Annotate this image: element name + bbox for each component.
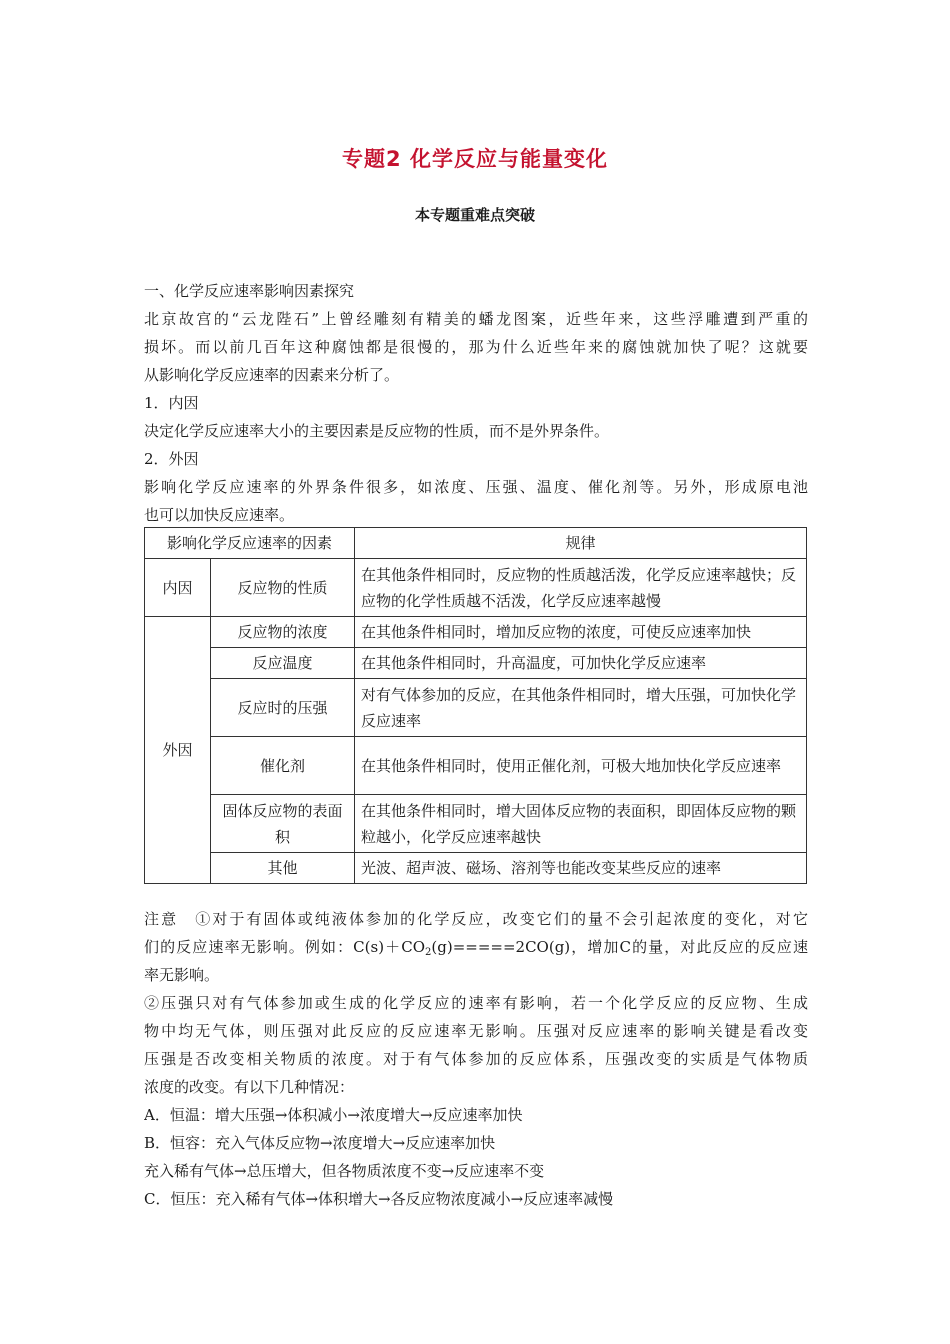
rule-cell: 在其他条件相同时，反应物的性质越活泼，化学反应速率越快；反应物的化学性质越不活泼，化学反应速率越慢 <box>355 559 807 617</box>
table-header-row <box>145 528 807 559</box>
rule-cell: 在其他条件相同时，升高温度，可加快化学反应速率 <box>355 648 807 679</box>
rule-cell: 光波、超声波、磁场、溶剂等也能改变某些反应的速率 <box>355 853 807 884</box>
note-line-2 <box>144 933 808 961</box>
table-row <box>145 795 807 853</box>
page-title: 专题2 化学反应与能量变化 <box>342 147 608 171</box>
note2-line-4: 浓度的改变。有以下几种情况： <box>144 1078 355 1096</box>
table-row <box>145 617 807 648</box>
note2-line-2: 物中均无气体，则压强对此反应的反应速率无影响。压强对反应速率的影响关键是看改变 <box>144 1022 808 1040</box>
table-row <box>145 853 807 884</box>
intro-line-1: 北京故宫的“云龙陛石”上曾经雕刻有精美的蟠龙图案，近些年来，这些浮雕遭到严重的 <box>144 310 808 328</box>
factor-cell: 反应物的浓度 <box>211 617 355 648</box>
header-factor: 影响化学反应速率的因素 <box>145 528 355 559</box>
rule-cell: 在其他条件相同时，使用正催化剂，可极大地加快化学反应速率 <box>355 737 807 795</box>
case-b1: B．恒容：充入气体反应物→浓度增大→反应速率加快 <box>144 1134 496 1152</box>
factor-cell: 反应温度 <box>211 648 355 679</box>
external-heading: 2．外因 <box>144 450 199 468</box>
intro-line-2: 损坏。而以前几百年这种腐蚀都是很慢的，那为什么近些年来的腐蚀就加快了呢？这就要 <box>144 338 808 356</box>
note-line-3: 率无影响。 <box>144 966 220 984</box>
note2-line-1: ②压强只对有气体参加或生成的化学反应的速率有影响，若一个化学反应的反应物、生成 <box>144 994 808 1012</box>
case-b2: 充入稀有气体→总压增大，但各物质浓度不变→反应速率不变 <box>144 1162 545 1180</box>
external-text-2: 也可以加快反应速率。 <box>144 506 295 524</box>
factors-table <box>144 527 807 884</box>
intro-line-3: 从影响化学反应速率的因素来分析了。 <box>144 366 400 384</box>
case-c: C．恒压：充入稀有气体→体积增大→各反应物浓度减小→反应速率减慢 <box>144 1190 614 1208</box>
factor-cell: 催化剂 <box>211 737 355 795</box>
note-line-2-pre: 们的反应速率无影响。例如：C(s)＋CO <box>144 938 426 956</box>
rule-cell: 在其他条件相同时，增加反应物的浓度，可使反应速率加快 <box>355 617 807 648</box>
note-line-2-post: (g)=====2CO(g)，增加C的量，对此反应的反应速 <box>431 938 808 956</box>
note-line-1: 注意 ①对于有固体或纯液体参加的化学反应，改变它们的量不会引起浓度的变化，对它 <box>144 910 808 928</box>
factor-cell: 反应时的压强 <box>211 679 355 737</box>
internal-heading: 1．内因 <box>144 394 199 412</box>
factor-cell: 其他 <box>211 853 355 884</box>
section-heading: 一、化学反应速率影响因素探究 <box>144 282 355 300</box>
rule-cell: 在其他条件相同时，增大固体反应物的表面积，即固体反应物的颗粒越小，化学反应速率越快 <box>355 795 807 853</box>
group-external: 外因 <box>145 617 211 884</box>
page-subtitle: 本专题重难点突破 <box>414 206 535 224</box>
table-row <box>145 559 807 617</box>
case-a: A．恒温：增大压强→体积减小→浓度增大→反应速率加快 <box>144 1106 523 1124</box>
table-row <box>145 648 807 679</box>
rule-cell: 对有气体参加的反应，在其他条件相同时，增大压强，可加快化学反应速率 <box>355 679 807 737</box>
header-rule: 规律 <box>355 528 807 559</box>
factor-cell: 反应物的性质 <box>211 559 355 617</box>
table-row <box>145 679 807 737</box>
internal-text: 决定化学反应速率大小的主要因素是反应物的性质，而不是外界条件。 <box>144 422 610 440</box>
external-text-1: 影响化学反应速率的外界条件很多，如浓度、压强、温度、催化剂等。另外，形成原电池 <box>144 478 808 496</box>
note2-line-3: 压强是否改变相关物质的浓度。对于有气体参加的反应体系，压强改变的实质是气体物质 <box>144 1050 808 1068</box>
group-internal: 内因 <box>145 559 211 617</box>
factor-cell: 固体反应物的表面积 <box>211 795 355 853</box>
table-row <box>145 737 807 795</box>
note-line-2-sub: 2 <box>425 947 432 958</box>
